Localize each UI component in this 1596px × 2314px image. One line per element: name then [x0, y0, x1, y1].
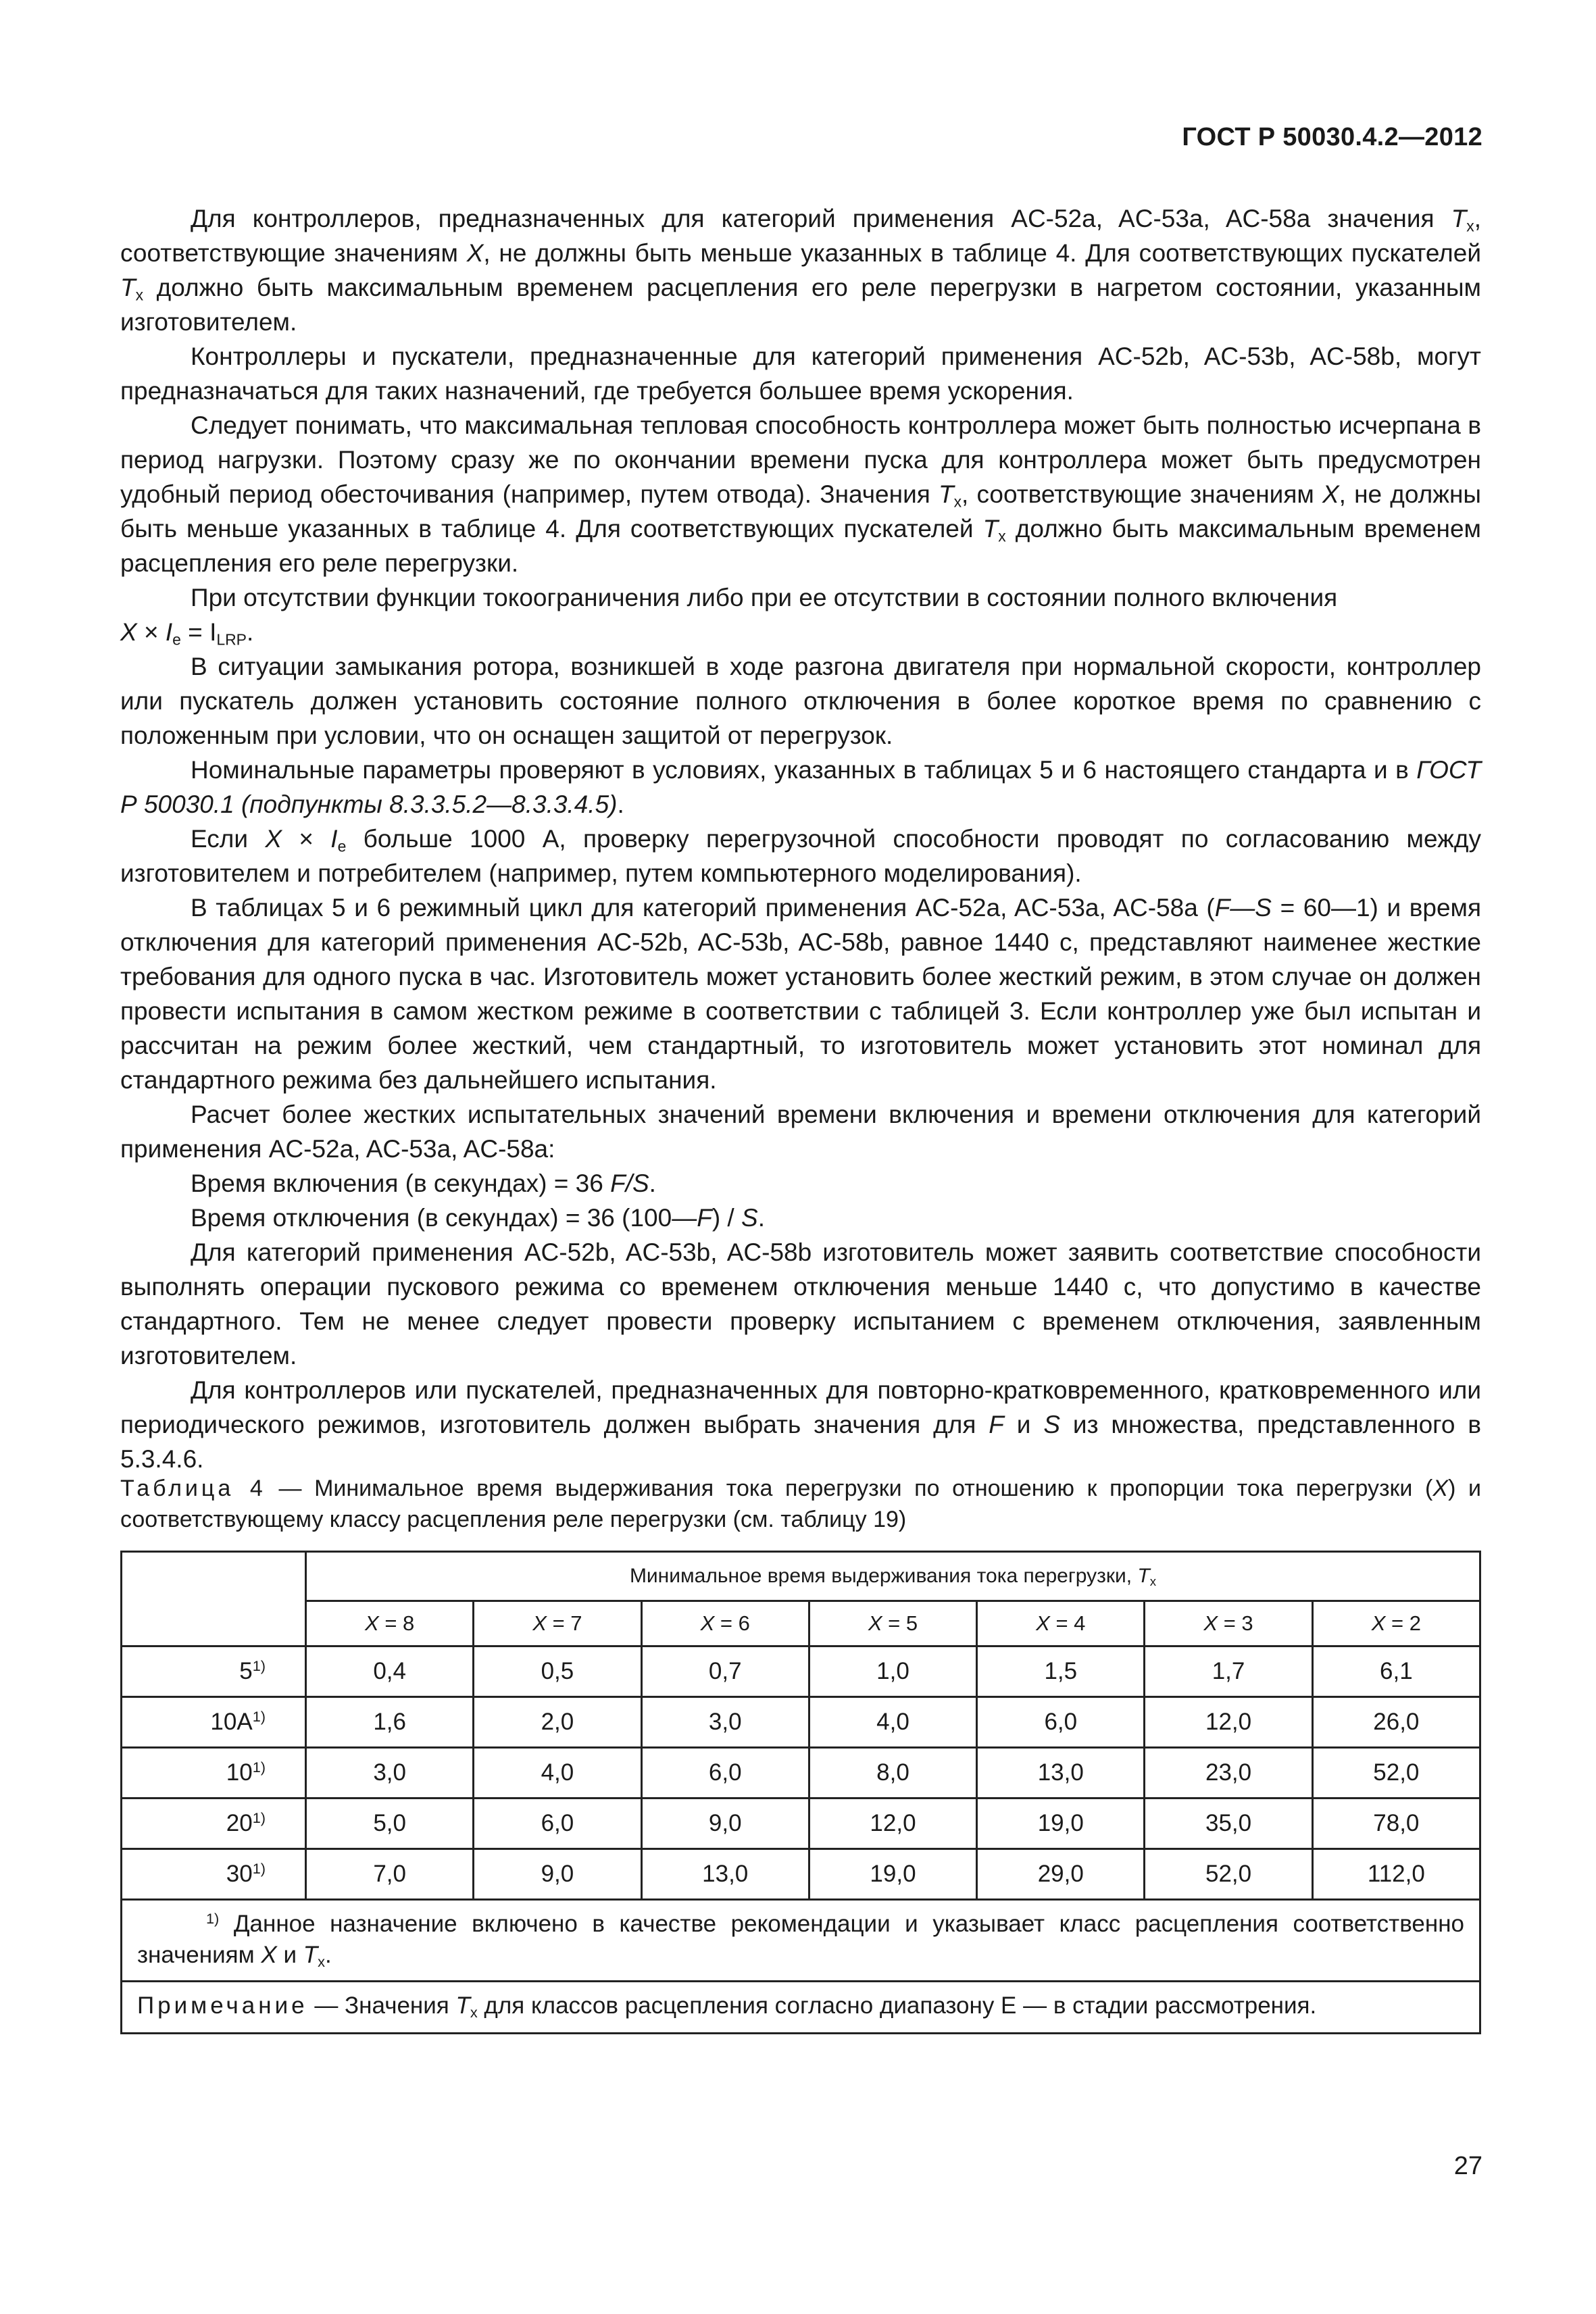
paragraph: В ситуации замыкания ротора, возникшей в ходе разгона двигателя при нормальной скорости, контроллер или пускатель должен установить состояние полного отключения в более короткое время по сравнению с положенным при условии, что он оснащен защитой от перегрузок.	[120, 653, 1481, 749]
trip-class-cell: $10A^{1)}$	[122, 1697, 306, 1748]
table-cell: 0,7	[641, 1646, 809, 1697]
table-cell: 4,0	[809, 1697, 976, 1748]
paragraph: Следует понимать, что максимальная тепловая способность контроллера может быть полностью исчерпана в период нагрузки. Поэтому сразу же по окончании времени пуска для контроллера может быть предусмотрен удобный период обесточивания (например, путем отвода). Значения $T_x$, соответствующие значениям X, не должны быть меньше указанных в таблице 4. Для соответствующих пускателей $T_x$ должно быть максимальным временем расцепления его реле перегрузки.	[120, 411, 1482, 577]
table-cell: 0,5	[474, 1646, 641, 1697]
trip-class-cell: 10$^{1)}$	[122, 1748, 306, 1799]
table-row	[122, 1748, 1480, 1799]
table-column-header: X = 8	[306, 1601, 474, 1646]
main-text	[120, 201, 1481, 1476]
paragraph: Для контроллеров или пускателей, предназначенных для повторно-кратковременного, кратковременного или периодического режимов, изготовитель должен выбрать значения для F и S из множества, представленного в 5.3.4.6.	[120, 1376, 1481, 1473]
paragraph: При отсутствии функции токоограничения либо при ее отсутствии в состоянии полного включения	[191, 584, 1338, 611]
paragraph: Расчет более жестких испытательных значений времени включения и времени отключения для категорий применения AC-52a, AC-53a, AC-58a:	[120, 1101, 1481, 1163]
table-column-header: X = 4	[977, 1601, 1145, 1646]
table-column-header-row	[122, 1601, 1480, 1646]
table-row	[122, 1697, 1480, 1748]
paragraph: Если $X \times I_e$ больше 1000 А, проверку перегрузочной способности проводят по согласованию между изготовителем и потребителем (например, путем компьютерного моделирования).	[120, 825, 1482, 887]
paragraph: Контроллеры и пускатели, предназначенные для категорий применения AC-52b, AC-53b, AC-58b, могут предназначаться для таких назначений, где требуется большее время ускорения.	[120, 343, 1481, 405]
table-cell: 29,0	[977, 1849, 1145, 1900]
formula-line: Время отключения (в секундах) = 36 (100—F) / S.	[191, 1204, 765, 1232]
table-cell: 112,0	[1312, 1849, 1480, 1900]
table-cell: 9,0	[474, 1849, 641, 1900]
standard-reference: ГОСТ Р 50030.1 (подпункты 8.3.3.5.2—8.3.3.4.5)	[120, 756, 1481, 818]
table-cell: 13,0	[977, 1748, 1145, 1799]
table-cell: 1,6	[306, 1697, 474, 1748]
table-note-row	[122, 1982, 1480, 2034]
paragraph: Для контроллеров, предназначенных для категорий применения AC-52a, AC-53a, AC-58a значения $T_x$, соответствующие значениям X, не должны быть меньше указанных в таблице 4. Для соответствующих пускателей $T_x$ должно быть максимальным временем расцепления его реле перегрузки в нагретом состоянии, указанным изготовителем.	[120, 205, 1481, 336]
table-footnote-row	[122, 1900, 1480, 1982]
table-cell: 19,0	[809, 1849, 976, 1900]
paragraph: Для категорий применения AC-52b, AC-53b, AC-58b изготовитель может заявить соответствие способности выполнять операции пускового режима со временем отключения меньше 1440 с, что допустимо в качестве стандартного. Тем не менее следует провести проверку испытанием с временем отключения, заявленным изготовителем.	[120, 1238, 1481, 1369]
trip-class-cell: 5$^{1)}$	[122, 1646, 306, 1697]
table-cell: 7,0	[306, 1849, 474, 1900]
formula-line: Время включения (в секундах) = 36 F/S.	[191, 1169, 656, 1197]
document-id: ГОСТ Р 50030.4.2—2012	[1182, 123, 1482, 151]
table-cell: 1,5	[977, 1646, 1145, 1697]
table-cell: 8,0	[809, 1748, 976, 1799]
page-number: 27	[1453, 2152, 1482, 2180]
table-column-header: X = 6	[641, 1601, 809, 1646]
table-cell: 6,1	[1312, 1646, 1480, 1697]
table-column-header: X = 3	[1145, 1601, 1312, 1646]
trip-class-cell: 20$^{1)}$	[122, 1799, 306, 1849]
table-cell: 6,0	[641, 1748, 809, 1799]
trip-class-cell: 30$^{1)}$	[122, 1849, 306, 1900]
table-cell: 23,0	[1145, 1748, 1312, 1799]
table-cell: 35,0	[1145, 1799, 1312, 1849]
paragraph: Номинальные параметры проверяют в условиях, указанных в таблицах 5 и 6 настоящего стандарта и в ГОСТ Р 50030.1 (подпункты 8.3.3.5.2—8.3.3.4.5).	[120, 756, 1481, 818]
table-column-header: X = 5	[809, 1601, 976, 1646]
table-cell: 52,0	[1312, 1748, 1480, 1799]
table-footnote: $^{1)}$ Данное назначение включено в качестве рекомендации и указывает класс расцепления соответственно значениям X и $T_x$.	[122, 1900, 1480, 1982]
table-cell: 3,0	[306, 1748, 474, 1799]
table-cell: 1,0	[809, 1646, 976, 1697]
table-cell: 5,0	[306, 1799, 474, 1849]
table-group-header: Минимальное время выдерживания тока перегрузки, $T_x$	[306, 1552, 1480, 1601]
table-cell: 78,0	[1312, 1799, 1480, 1849]
table-cell: 6,0	[977, 1697, 1145, 1748]
table-cell: 2,0	[474, 1697, 641, 1748]
table-note: Примечание — Значения $T_x$ для классов расцепления согласно диапазону E — в стадии рассмотрения.	[122, 1982, 1480, 2034]
table-cell: 12,0	[1145, 1697, 1312, 1748]
table-row	[122, 1646, 1480, 1697]
formula-line: $X \times I_e = I_{LRP}$.	[120, 618, 254, 649]
table-row	[122, 1799, 1480, 1849]
table-cell: 9,0	[641, 1799, 809, 1849]
table-caption: Таблица 4 — Минимальное время выдерживания тока перегрузки по отношению к пропорции тока перегрузки (X) и соответствующему классу расцепления реле перегрузки (см. таблицу 19)	[120, 1476, 1481, 1532]
table-row	[122, 1849, 1480, 1900]
table-cell: 3,0	[641, 1697, 809, 1748]
table-cell: 4,0	[474, 1748, 641, 1799]
table-cell: 26,0	[1312, 1697, 1480, 1748]
table-column-header: X = 7	[474, 1601, 641, 1646]
table-stub-header	[122, 1552, 306, 1646]
table-cell: 52,0	[1145, 1849, 1312, 1900]
paragraph: В таблицах 5 и 6 режимный цикл для категорий применения AC-52a, AC-53a, AC-58a (F—S = 60—1) и время отключения для категорий применения AC-52b, AC-53b, AC-58b, равное 1440 с, представляют наименее жесткие требования для одного пуска в час. Изготовитель может установить более жесткий режим, в этом случае он должен провести испытания в самом жестком режиме в соответствии с таблицей 3. Если контроллер уже был испытан и рассчитан на режим более жесткий, чем стандартный, то изготовитель может установить этот номинал для стандартного режима без дальнейшего испытания.	[120, 894, 1482, 1094]
table-cell: 0,4	[306, 1646, 474, 1697]
table-cell: 13,0	[641, 1849, 809, 1900]
table-cell: 6,0	[474, 1799, 641, 1849]
table-cell: 1,7	[1145, 1646, 1312, 1697]
table-group-header-row	[122, 1552, 1480, 1601]
table-column-header: X = 2	[1312, 1601, 1480, 1646]
overload-table	[120, 1551, 1481, 2034]
table-cell: 19,0	[977, 1799, 1145, 1849]
table-cell: 12,0	[809, 1799, 976, 1849]
